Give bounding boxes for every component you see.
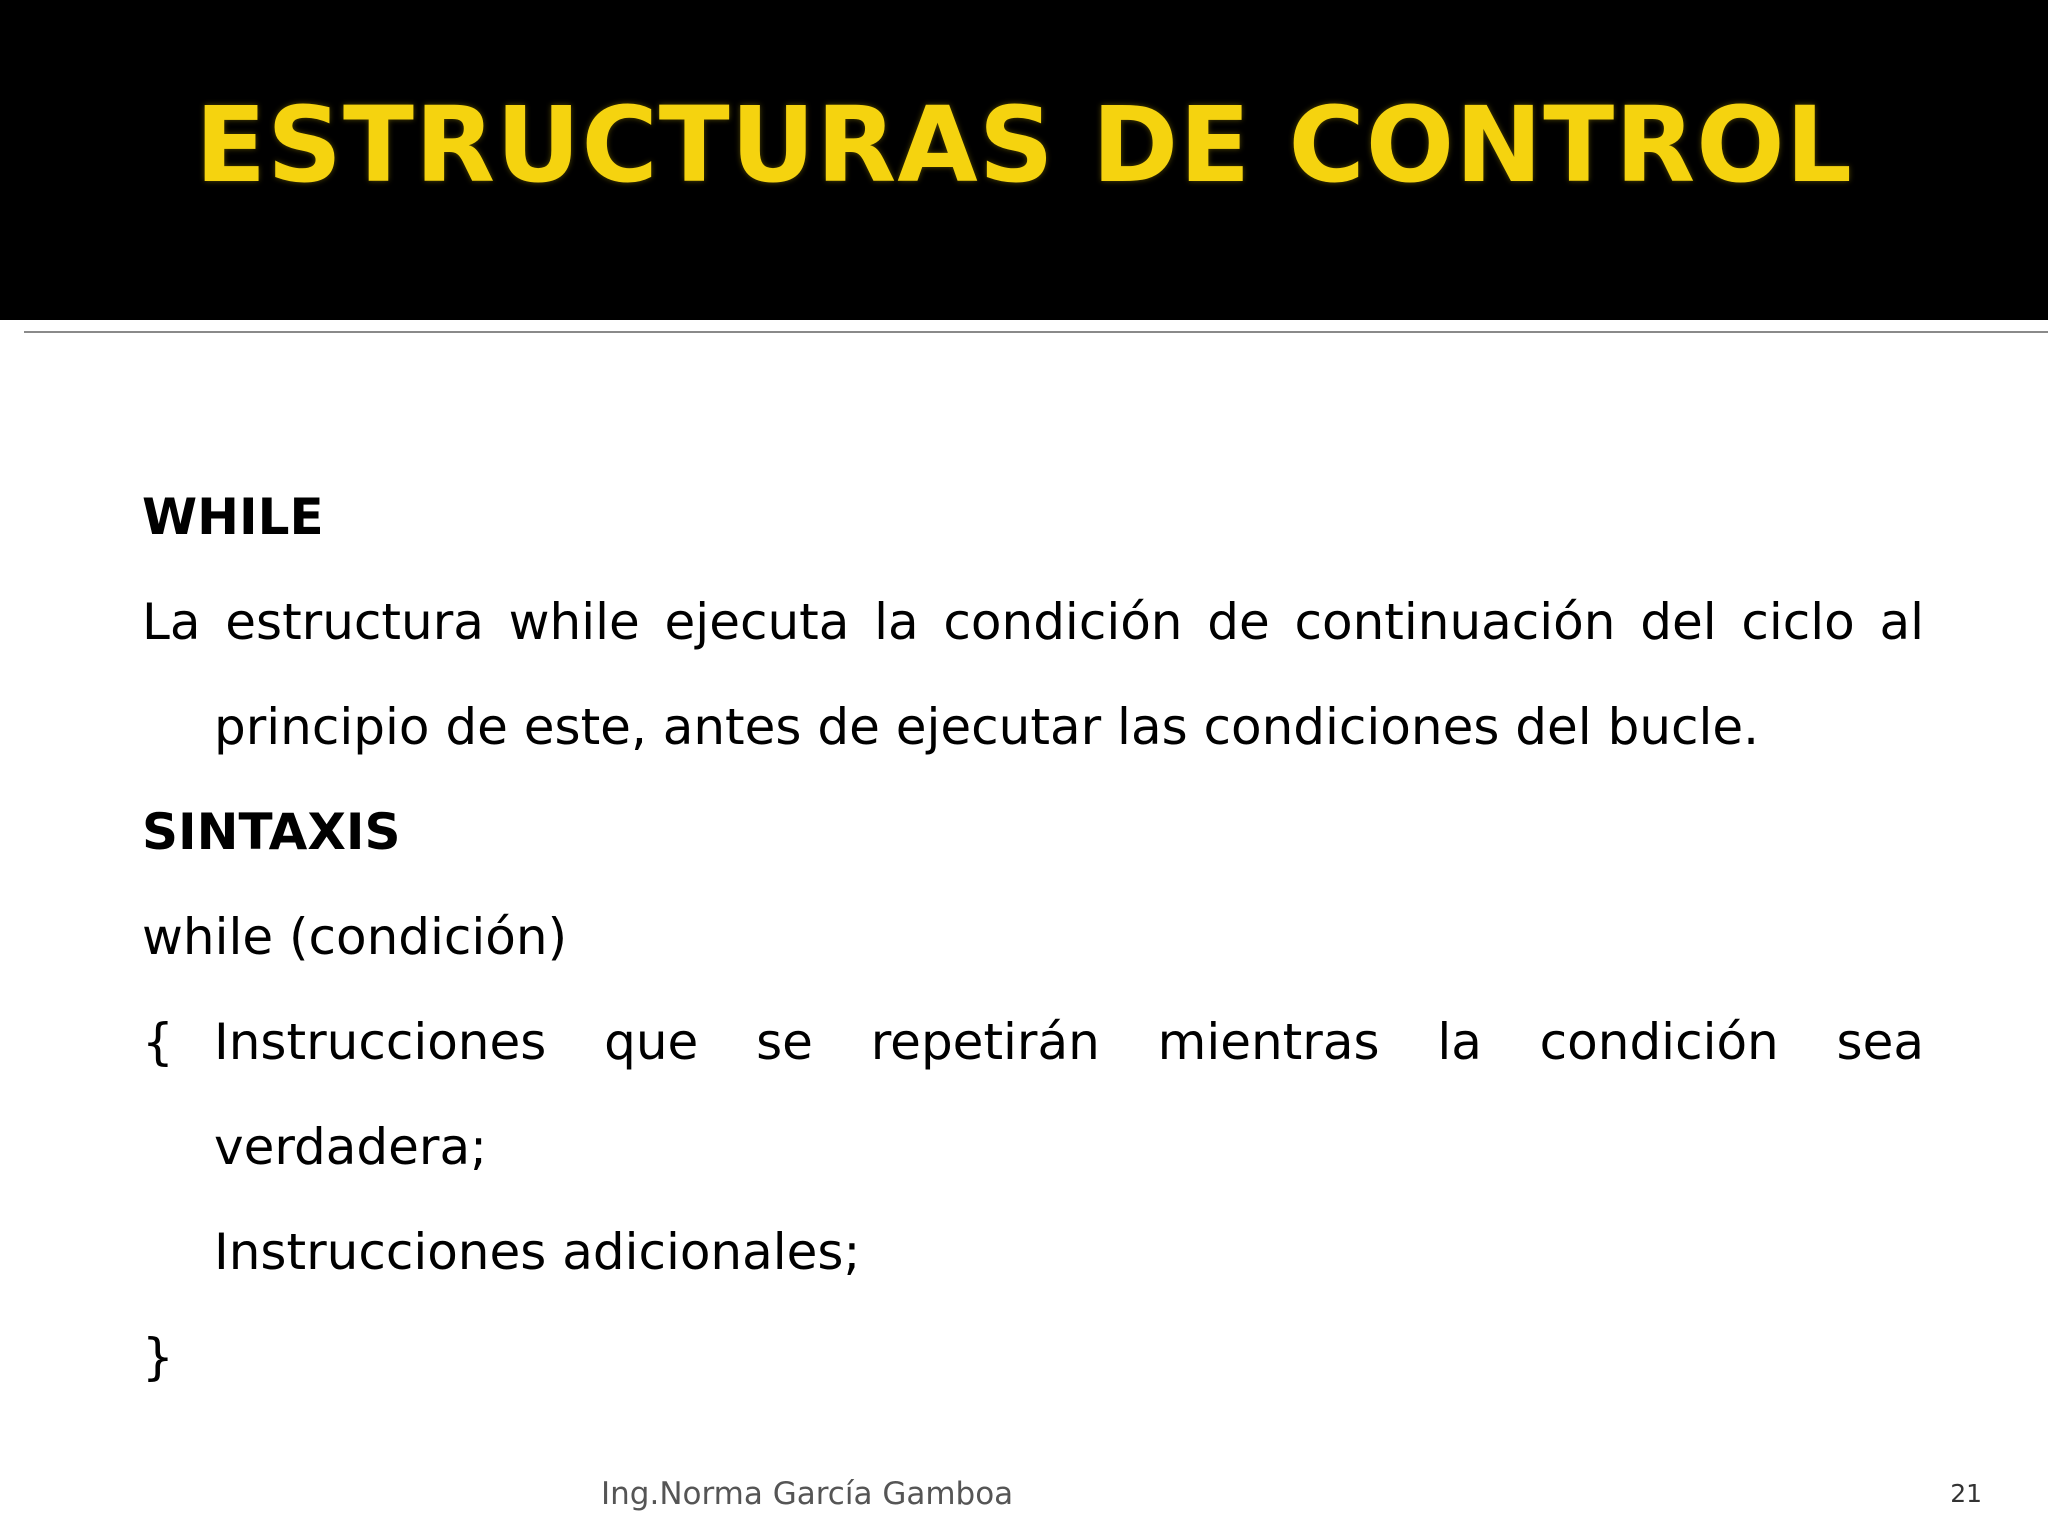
close-brace: } <box>142 1328 174 1386</box>
open-brace: { <box>142 1013 174 1071</box>
description-line-1: La estructura while ejecuta la condición de continuación del ciclo al <box>142 593 1924 651</box>
code-block-first-line <box>142 990 1924 1095</box>
syntax-heading: SINTAXIS <box>142 803 401 861</box>
code-line-verdadera: verdadera; <box>214 1118 487 1176</box>
code-line-instructions: Instrucciones que se repetirán mientras la condición sea <box>214 1013 1924 1071</box>
title-divider <box>24 331 2048 333</box>
code-line-additional: Instrucciones adicionales; <box>214 1223 861 1281</box>
brace-row <box>142 990 1924 1095</box>
footer-author: Ing.Norma García Gamboa <box>601 1476 1014 1512</box>
page-number: 21 <box>1950 1479 1982 1508</box>
description-line-2: principio de este, antes de ejecutar las condiciones del bucle. <box>214 698 1760 756</box>
code-line-while: while (condición) <box>142 908 568 966</box>
slide-title: ESTRUCTURAS DE CONTROL <box>195 84 1853 206</box>
section-heading-while: WHILE <box>142 488 324 546</box>
